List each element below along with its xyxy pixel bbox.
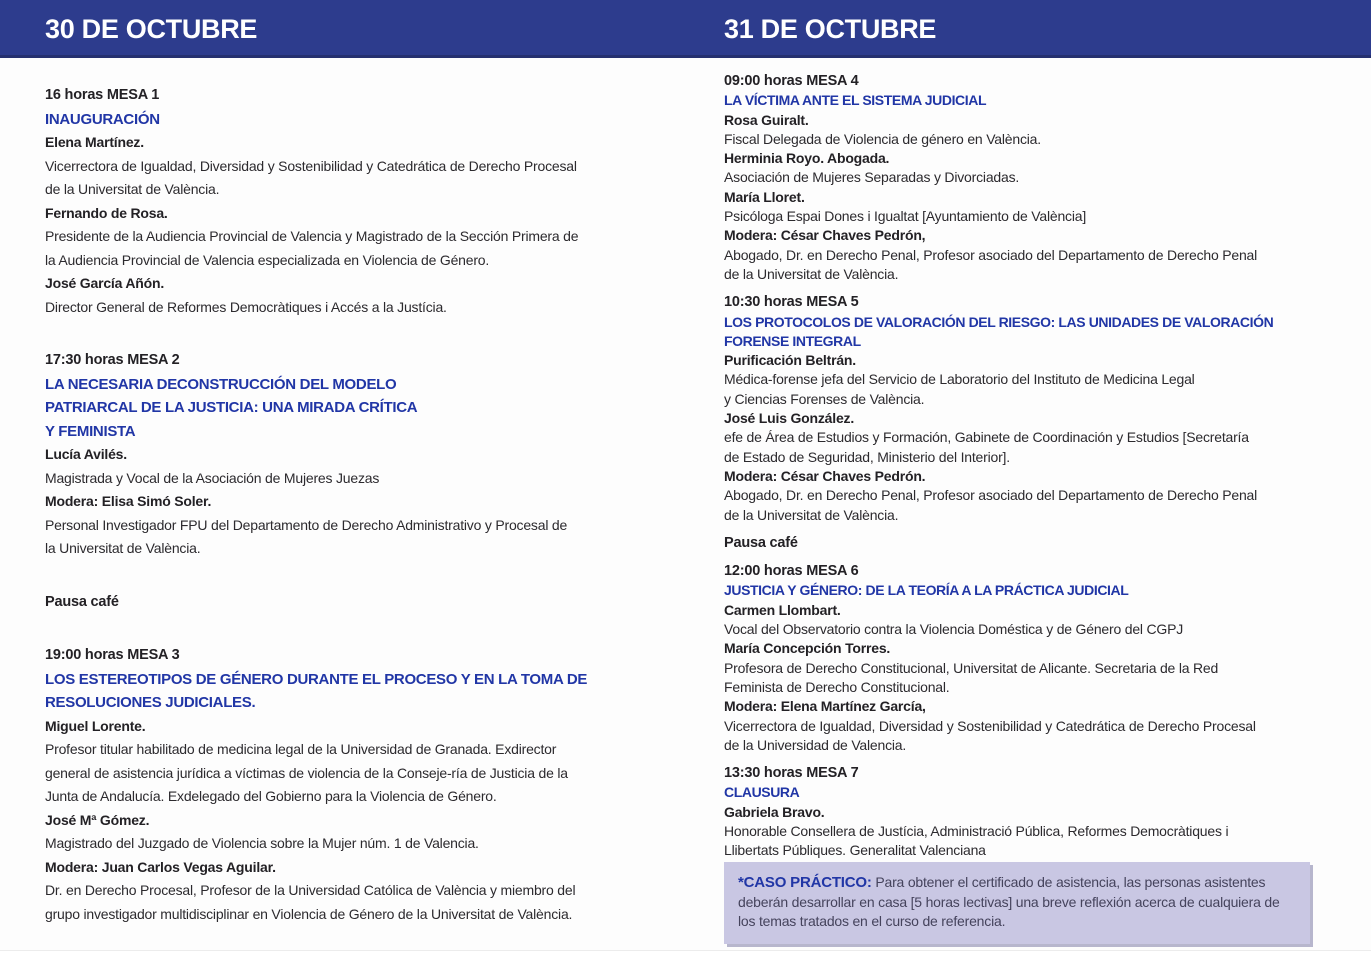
speaker-name: José Mª Gómez. — [45, 811, 150, 828]
speaker-role: Honorable Consellera de Justícia, Administració Pública, Reformes Democràtiques i — [724, 822, 1229, 839]
coffee-break — [724, 534, 1324, 553]
session-mesa-4 — [724, 72, 1324, 284]
session-title: LOS PROTOCOLOS DE VALORACIÓN DEL RIESGO: LAS UNIDADES DE VALORACIÓN — [724, 313, 1274, 330]
pause-label: Pausa café — [724, 534, 798, 551]
session-title: CLAUSURA — [724, 784, 800, 801]
session-mesa-1 — [45, 84, 657, 319]
speaker-role: Abogado, Dr. en Derecho Penal, Profesor asociado del Departamento de Derecho Penal — [724, 487, 1258, 504]
speaker-role: Asociación de Mujeres Separadas y Divorciadas. — [724, 169, 1020, 186]
session-mesa-5 — [724, 293, 1324, 525]
speaker-name: Purificación Beltrán. — [724, 352, 856, 369]
caso-practico-label: *CASO PRÁCTICO: — [738, 874, 872, 891]
session-time: 19:00 horas MESA 3 — [45, 647, 180, 663]
speaker-name: Modera: César Chaves Pedrón, — [724, 227, 926, 244]
session-title: FORENSE INTEGRAL — [724, 332, 861, 349]
session-title: LA NECESARIA DECONSTRUCCIÓN DEL MODELO — [45, 375, 397, 393]
speaker-role: Vicerrectora de Igualdad, Diversidad y Sostenibilidad y Catedrática de Derecho Procesal — [45, 157, 577, 174]
speaker-role: Vicerrectora de Igualdad, Diversidad y Sostenibilidad y Catedrática de Derecho Procesal — [724, 717, 1256, 734]
speaker-role: Dr. en Derecho Procesal, Profesor de la Universidad Católica de València y miembro del — [45, 882, 576, 898]
program-column-oct-31 — [724, 72, 1324, 870]
session-time: 10:30 horas MESA 5 — [724, 294, 859, 311]
session-time: 13:30 horas MESA 7 — [724, 765, 859, 782]
caso-practico-text: Para obtener el certificado de asistencia, las personas asistentes deberán desarrollar en casa [5 horas lectivas] una breve reflexión acerca de cualquiera de los temas tratados en el curso de referencia. — [738, 874, 1280, 929]
speaker-role: Magistrado del Juzgado de Violencia sobre la Mujer núm. 1 de Valencia. — [45, 835, 479, 851]
speaker-name: Miguel Lorente. — [45, 717, 146, 734]
speaker-role: Presidente de la Audiencia Provincial de Valencia y Magistrado de la Sección Primera de — [45, 228, 579, 244]
speaker-role: de la Universitat de València. — [724, 506, 899, 523]
speaker-name: Modera: César Chaves Pedrón. — [724, 467, 926, 484]
speaker-role: la Audiencia Provincial de Valencia especializada en Violencia de Género. — [45, 251, 490, 268]
speaker-role: Feminista de Derecho Constitucional. — [724, 678, 950, 695]
day-title-oct-31: 31 DE OCTUBRE — [724, 14, 937, 44]
speaker-role: Llibertats Públiques. Generalitat Valenciana — [724, 842, 986, 859]
speaker-role: de Estado de Seguridad, Ministerio del Interior]. — [724, 448, 1010, 465]
speaker-name: Modera: Elisa Simó Soler. — [45, 493, 212, 509]
speaker-role: de la Universidad de Valencia. — [724, 736, 907, 753]
speaker-role: grupo investigador multidisciplinar en Violencia de Género de la Universitat de València. — [45, 905, 573, 922]
speaker-role: Fiscal Delegada de Violencia de género en València. — [724, 130, 1041, 147]
session-title: Y FEMINISTA — [45, 422, 136, 440]
pause-label: Pausa café — [45, 593, 119, 610]
speaker-role: Abogado, Dr. en Derecho Penal, Profesor asociado del Departamento de Derecho Penal — [724, 246, 1258, 263]
speaker-name: Carmen Llombart. — [724, 601, 841, 618]
session-mesa-6 — [724, 562, 1324, 755]
speaker-role: Junta de Andalucía. Exdelegado del Gobierno para la Violencia de Género. — [45, 788, 497, 804]
program-column-oct-30 — [45, 84, 657, 956]
session-mesa-7 — [724, 764, 1324, 860]
session-time: 17:30 horas MESA 2 — [45, 352, 180, 368]
session-title: PATRIARCAL DE LA JUSTICIA: UNA MIRADA CRÍTICA — [45, 399, 418, 416]
speaker-role: general de asistencia jurídica a víctimas de violencia de la Conseje-ría de Justicia de la — [45, 764, 568, 781]
speaker-name: Modera: Elena Martínez García, — [724, 698, 926, 715]
speaker-name: Lucía Avilés. — [45, 446, 127, 462]
speaker-role: Profesora de Derecho Constitucional, Universitat de Alicante. Secretaria de la Red — [724, 659, 1219, 676]
speaker-name: José Luis González. — [724, 410, 855, 427]
speaker-name: María Concepción Torres. — [724, 640, 891, 657]
speaker-role: efe de Área de Estudios y Formación, Gabinete de Coordinación y Estudios [Secretaría — [724, 429, 1249, 446]
session-title: JUSTICIA Y GÉNERO: DE LA TEORÍA A LA PRÁCTICA JUDICIAL — [724, 582, 1129, 599]
session-time: 16 horas MESA 1 — [45, 87, 160, 103]
speaker-role: de la Universitat de València. — [45, 181, 220, 197]
speaker-name: José García Añón. — [45, 275, 165, 291]
speaker-name: Elena Martínez. — [45, 134, 144, 150]
speaker-role: la Universitat de València. — [45, 540, 201, 556]
session-title: INAUGURACIÓN — [45, 110, 160, 128]
speaker-role: Magistrada y Vocal de la Asociación de Mujeres Juezas — [45, 469, 380, 486]
page-bottom-edge — [0, 950, 1371, 959]
speaker-role: Vocal del Observatorio contra la Violencia Doméstica y de Género del CGPJ — [724, 621, 1184, 638]
caso-practico-note — [724, 862, 1310, 944]
coffee-break — [45, 591, 657, 615]
session-mesa-2 — [45, 349, 657, 561]
speaker-name: María Lloret. — [724, 188, 805, 205]
speaker-name: Gabriela Bravo. — [724, 803, 825, 820]
session-time: 09:00 horas MESA 4 — [724, 73, 859, 89]
session-title: LOS ESTEREOTIPOS DE GÉNERO DURANTE EL PROCESO Y EN LA TOMA DE — [45, 670, 588, 688]
speaker-role: Médica-forense jefa del Servicio de Laboratorio del Instituto de Medicina Legal — [724, 371, 1195, 388]
speaker-role: Personal Investigador FPU del Departamento de Derecho Administrativo y Procesal de — [45, 516, 568, 533]
speaker-name: Rosa Guiralt. — [724, 111, 809, 128]
speaker-role: y Ciencias Forenses de València. — [724, 390, 925, 407]
speaker-role: Psicóloga Espai Dones i Igualtat [Ayuntamiento de València] — [724, 208, 1087, 225]
day-title-oct-30: 30 DE OCTUBRE — [45, 14, 258, 44]
speaker-role: Profesor titular habilitado de medicina legal de la Universidad de Granada. Exdirector — [45, 741, 557, 757]
speaker-name: Herminia Royo. Abogada. — [724, 150, 890, 167]
speaker-name: Fernando de Rosa. — [45, 204, 168, 221]
speaker-name: Modera: Juan Carlos Vegas Aguilar. — [45, 858, 276, 875]
session-time: 12:00 horas MESA 6 — [724, 563, 859, 580]
session-title: LA VÍCTIMA ANTE EL SISTEMA JUDICIAL — [724, 92, 987, 109]
date-header-bar — [0, 0, 1371, 58]
session-mesa-3 — [45, 644, 657, 926]
speaker-role: de la Universitat de València. — [724, 265, 899, 282]
session-title: RESOLUCIONES JUDICIALES. — [45, 694, 256, 711]
speaker-role: Director General de Reformes Democràtiques i Accés a la Justícia. — [45, 298, 447, 315]
